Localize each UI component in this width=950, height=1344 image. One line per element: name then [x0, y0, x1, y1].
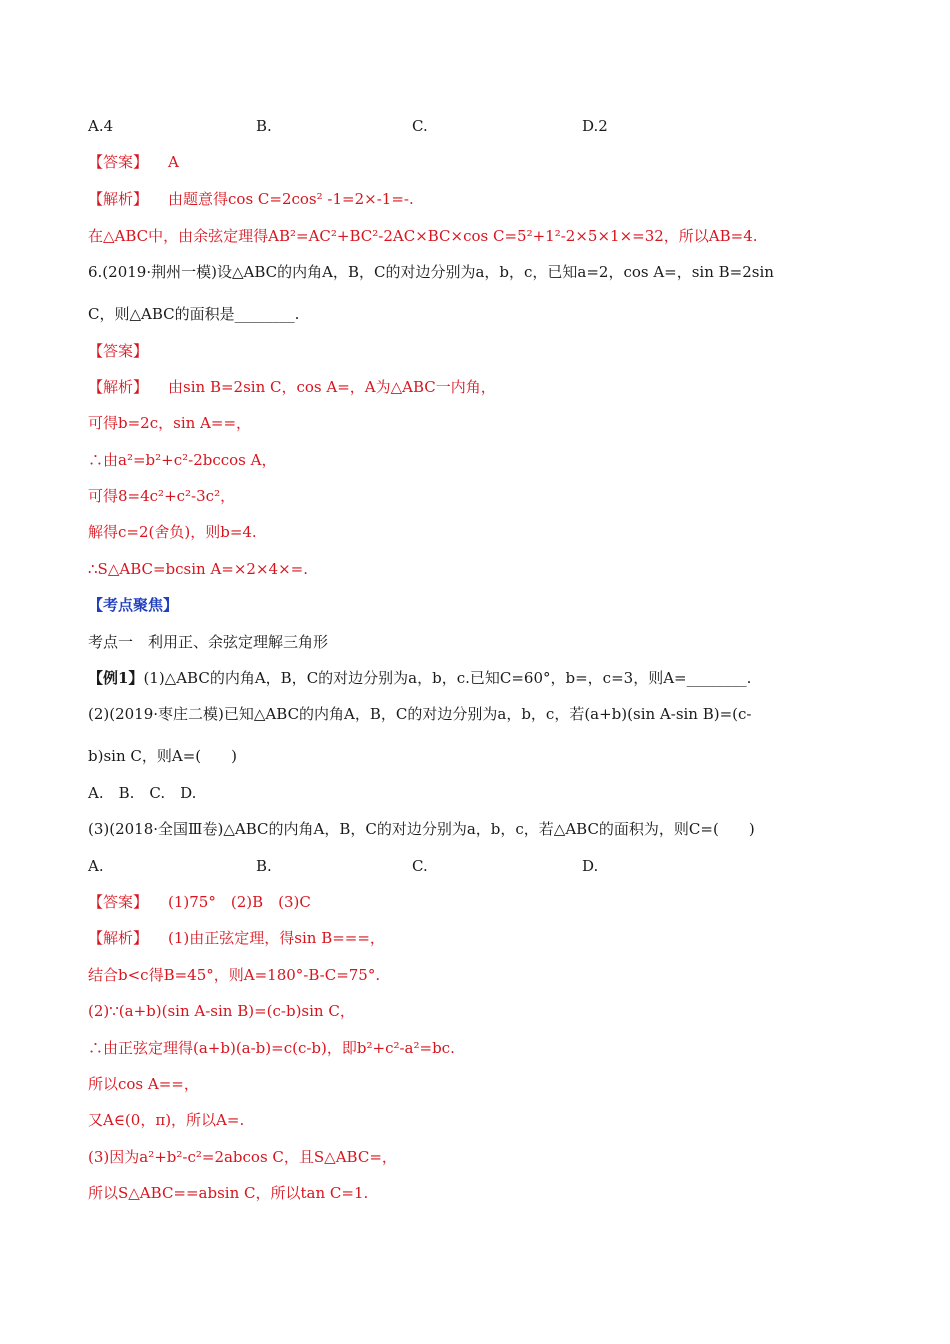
analysis-tag: 【解析】: [88, 378, 149, 396]
ex1-p3-option-a: A.: [88, 857, 104, 875]
ex1-step-4: 所以cos A==，: [88, 1075, 199, 1093]
ex1-step-3: ∴由正弦定理得(a+b)(a-b)=c(c-b)，即b²+c²-a²=bc.: [88, 1039, 455, 1057]
focus-tag: 【考点聚焦】: [88, 596, 179, 614]
q5-option-a: A.4: [88, 117, 114, 135]
q5-analysis-text-1: 由题意得cos C=2cos² -1=2×-1=-.: [168, 190, 414, 208]
ex1-part1: [88, 668, 751, 688]
ex1-answer-value: (1)75° (2)B (3)C: [168, 893, 311, 911]
answer-tag: 【答案】: [88, 153, 149, 171]
analysis-tag: 【解析】: [88, 190, 149, 208]
q5-option-d: D.2: [582, 117, 608, 135]
ex1-p3-option-b: B.: [256, 857, 272, 875]
topic-heading: 考点一 利用正、余弦定理解三角形: [88, 633, 329, 651]
q6-question-line-2: C，则△ABC的面积是________.: [88, 305, 300, 323]
ex1-step-1: 结合b<c得B=45°，则A=180°-B-C=75°.: [88, 966, 381, 984]
q6-step-2: ∴由a²=b²+c²-2bccos A，: [88, 451, 277, 469]
ex1-step-7: 所以S△ABC==absin C，所以tan C=1.: [88, 1184, 369, 1202]
ex1-step-2: (2)∵(a+b)(sin A-sin B)=(c-b)sin C，: [88, 1002, 355, 1020]
example-tag: 【例1】: [88, 669, 144, 687]
ex1-part2-line-2: b)sin C，则A=( ): [88, 747, 237, 765]
ex1-step-5: 又A∈(0，π)，所以A=.: [88, 1111, 245, 1129]
ex1-analysis-line-1: [88, 928, 385, 948]
q6-question-line-1: 6.(2019·荆州一模)设△ABC的内角A，B，C的对边分别为a，b，c，已知a=2，cos A=，sin B=2sin: [88, 263, 774, 281]
q6-step-1: 可得b=2c，sin A==，: [88, 414, 252, 432]
ex1-part3: (3)(2018·全国Ⅲ卷)△ABC的内角A，B，C的对边分别为a，b，c，若△ABC的面积为，则C=( ): [88, 820, 755, 838]
answer-tag: 【答案】: [88, 893, 149, 911]
q6-analysis-text-1: 由sin B=2sin C，cos A=，A为△ABC一内角，: [168, 378, 496, 396]
ex1-answer-line: [88, 892, 311, 912]
ex1-part1-text: (1)△ABC的内角A，B，C的对边分别为a，b，c.已知C=60°，b=，c=3，则A=________.: [143, 669, 752, 687]
q5-answer-line: [88, 152, 179, 172]
q6-analysis-line-1: [88, 377, 496, 397]
ex1-part2-line-1: (2)(2019·枣庄二模)已知△ABC的内角A，B，C的对边分别为a，b，c，若(a+b)(sin A-sin B)=(c-: [88, 705, 752, 723]
q5-analysis-line-1: [88, 189, 414, 209]
q6-step-5: ∴S△ABC=bcsin A=×2×4×=.: [88, 560, 308, 578]
ex1-analysis-text-1: (1)由正弦定理，得sin B===，: [168, 929, 385, 947]
analysis-tag: 【解析】: [88, 929, 149, 947]
q5-analysis-line-2: 在△ABC中，由余弦定理得AB²=AC²+BC²-2AC×BC×cos C=5²+1²-2×5×1×=32，所以AB=4.: [88, 227, 758, 245]
ex1-p3-option-c: C.: [412, 857, 428, 875]
q5-option-b: B.: [256, 117, 272, 135]
q5-answer-value: A: [168, 153, 179, 171]
ex1-p3-option-d: D.: [582, 857, 599, 875]
ex1-step-6: (3)因为a²+b²-c²=2abcos C，且S△ABC=，: [88, 1148, 397, 1166]
q6-step-3: 可得8=4c²+c²-3c²，: [88, 487, 236, 505]
q5-option-c: C.: [412, 117, 428, 135]
q6-step-4: 解得c=2(舍负)，则b=4.: [88, 523, 257, 541]
q6-answer-tag: 【答案】: [88, 342, 149, 360]
ex1-part2-options: A. B. C. D.: [88, 784, 197, 802]
